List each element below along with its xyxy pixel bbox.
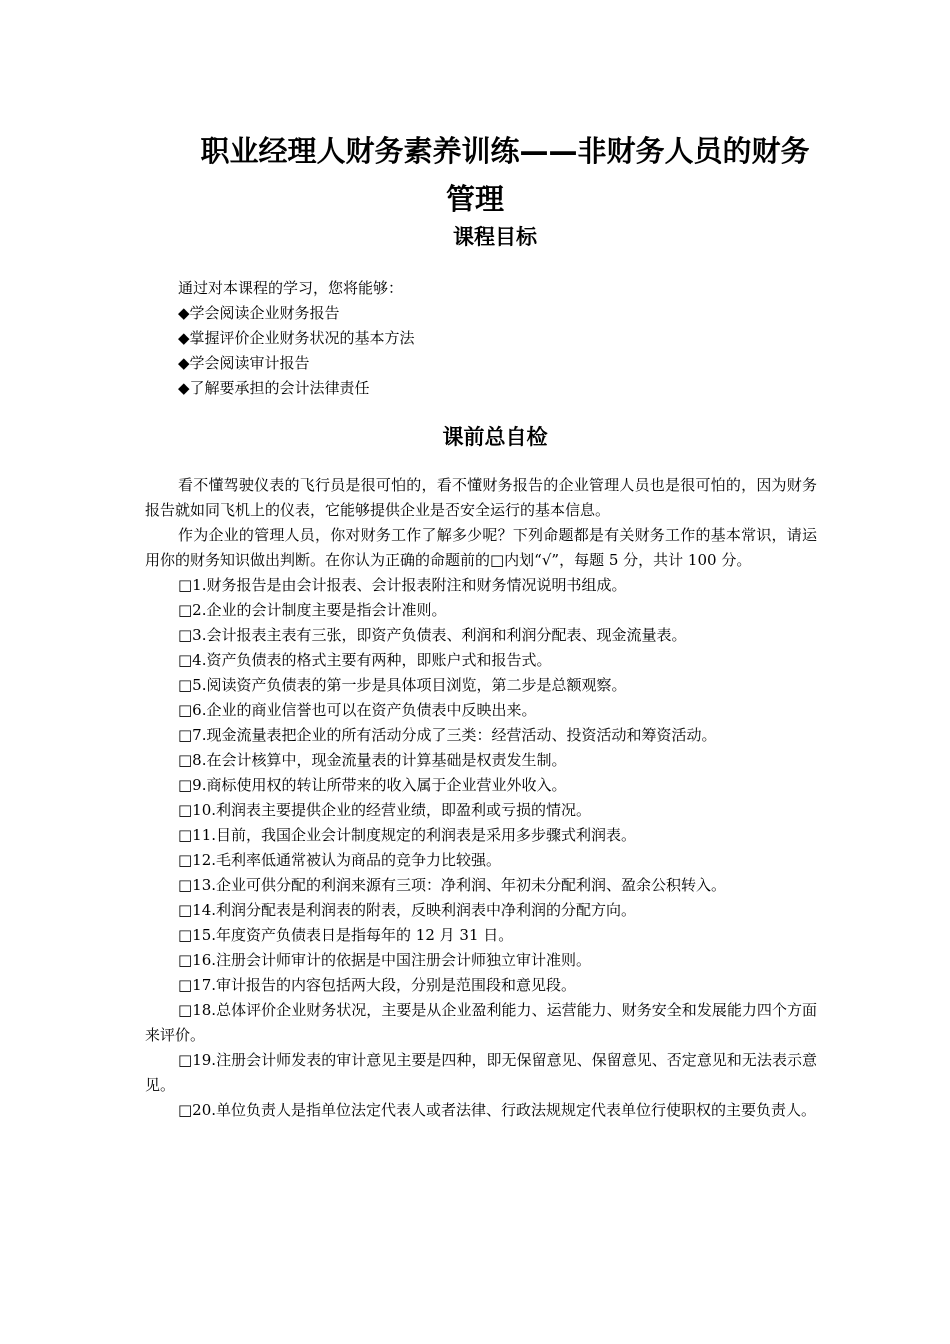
- question-item: □3.会计报表主表有三张，即资产负债表、利润和利润分配表、现金流量表。: [178, 626, 687, 644]
- goal-item: ◆掌握评价企业财务状况的基本方法: [178, 329, 415, 347]
- question-item: □11.目前，我国企业会计制度规定的利润表是采用多步骤式利润表。: [178, 826, 637, 844]
- question-item: □20.单位负责人是指单位法定代表人或者法律、行政法规规定代表单位行使职权的主要负责人。: [178, 1101, 817, 1119]
- course-goal-heading: 课程目标: [453, 225, 537, 249]
- self-check-heading: 课前总自检: [442, 425, 548, 449]
- question-item: □10.利润表主要提供企业的经营业绩，即盈利或亏损的情况。: [178, 801, 592, 819]
- question-item: □19.注册会计师发表的审计意见主要是四种，即无保留意见、保留意见、否定意见和无法表示意见。: [145, 1051, 817, 1094]
- question-item: □4.资产负债表的格式主要有两种，即账户式和报告式。: [178, 651, 552, 669]
- question-item: □9.商标使用权的转让所带来的收入属于企业营业外收入。: [178, 776, 567, 794]
- question-item: □1.财务报告是由会计报表、会计报表附注和财务情况说明书组成。: [178, 576, 627, 594]
- question-item: □15.年度资产负债表日是指每年的 12 月 31 日。: [178, 926, 514, 944]
- document-title-line1: 职业经理人财务素养训练——非财务人员的财务: [200, 134, 810, 168]
- goal-item: ◆学会阅读审计报告: [178, 354, 310, 372]
- question-item: □16.注册会计师审计的依据是中国注册会计师独立审计准则。: [178, 951, 592, 969]
- question-item: □6.企业的商业信誉也可以在资产负债表中反映出来。: [178, 701, 537, 719]
- goals-list: [178, 276, 838, 401]
- question-item: □13.企业可供分配的利润来源有三项：净利润、年初未分配利润、盈余公积转入。: [178, 876, 727, 894]
- goal-item: ◆了解要承担的会计法律责任: [178, 379, 370, 397]
- question-item: □5.阅读资产负债表的第一步是具体项目浏览，第二步是总额观察。: [178, 676, 627, 694]
- document-title-line2: 管理: [445, 182, 504, 216]
- question-item: □17.审计报告的内容包括两大段，分别是范围段和意见段。: [178, 976, 577, 994]
- question-item: □14.利润分配表是利润表的附表，反映利润表中净利润的分配方向。: [178, 901, 637, 919]
- intro-paragraph-1: 看不懂驾驶仪表的飞行员是很可怕的，看不懂财务报告的企业管理人员也是很可怕的，因为财务报告就如同飞机上的仪表，它能够提供企业是否安全运行的基本信息。: [145, 476, 817, 519]
- question-list: [145, 573, 817, 1123]
- question-item: □18.总体评价企业财务状况，主要是从企业盈利能力、运营能力、财务安全和发展能力四个方面来评价。: [145, 1001, 817, 1044]
- goal-item: ◆学会阅读企业财务报告: [178, 304, 340, 322]
- question-item: □8.在会计核算中，现金流量表的计算基础是权责发生制。: [178, 751, 567, 769]
- self-check-body: [145, 473, 817, 1123]
- question-item: □12.毛利率低通常被认为商品的竞争力比较强。: [178, 851, 502, 869]
- goals-intro: 通过对本课程的学习，您将能够：: [178, 279, 404, 297]
- intro-paragraph-2: 作为企业的管理人员，你对财务工作了解多少呢？下列命题都是有关财务工作的基本常识，请运用你的财务知识做出判断。在你认为正确的命题前的□内划“√”，每题 5 分，共计 100 分。: [145, 526, 817, 569]
- question-item: □7.现金流量表把企业的所有活动分成了三类：经营活动、投资活动和筹资活动。: [178, 726, 717, 744]
- question-item: □2.企业的会计制度主要是指会计准则。: [178, 601, 447, 619]
